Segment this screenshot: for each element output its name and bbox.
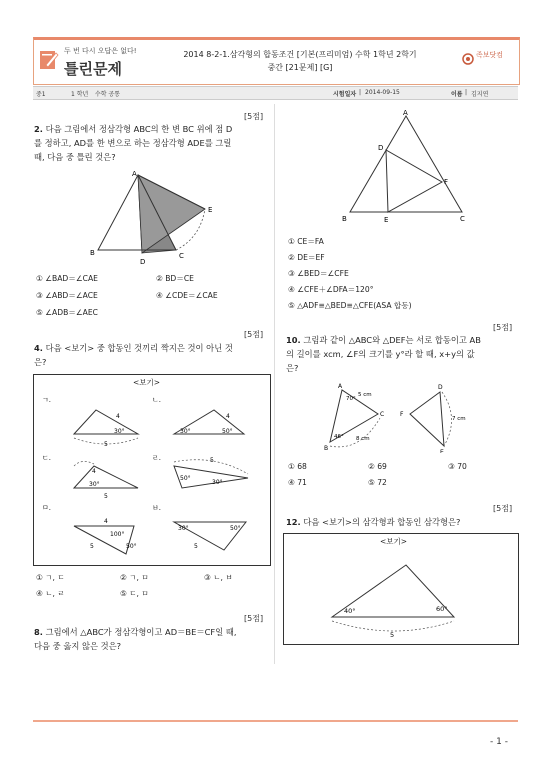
svg-text:46°: 46° <box>334 434 344 440</box>
svg-text:5: 5 <box>194 543 198 550</box>
q12-points: [5점] <box>493 504 513 513</box>
svg-text:5: 5 <box>210 457 214 464</box>
q12-figure <box>284 545 516 641</box>
student-name: 김지연 <box>471 91 489 98</box>
date-label: 시험일자 <box>333 91 357 98</box>
svg-text:4: 4 <box>116 413 120 420</box>
svg-text:30°: 30° <box>178 525 189 532</box>
svg-text:5: 5 <box>104 441 108 448</box>
svg-text:60°: 60° <box>436 605 448 613</box>
q8-option-4[interactable]: ④ ∠CFE＋∠DFA＝120° <box>288 285 374 294</box>
page-number: - 1 - <box>490 737 508 747</box>
svg-text:F: F <box>444 178 449 186</box>
svg-text:D: D <box>378 144 384 152</box>
svg-text:50°: 50° <box>230 525 241 532</box>
svg-text:5: 5 <box>90 543 94 550</box>
q4-item-e: ㅁ. <box>42 504 51 512</box>
svg-text:50°: 50° <box>126 543 137 550</box>
svg-text:A: A <box>338 383 343 390</box>
q4-option-5[interactable]: ⑤ ㄷ, ㅁ <box>120 589 149 598</box>
q10-option-4[interactable]: ④ 71 <box>288 478 307 487</box>
q2-label-e: E <box>208 206 213 214</box>
q10-points: [5점] <box>493 323 513 332</box>
svg-text:E: E <box>384 216 389 224</box>
column-divider <box>274 104 275 664</box>
q8-text: 8. 그림에서 △ABC가 정삼각형이고 AD＝BE＝CF일 때, 다음 중 옳지 않은 것은? <box>34 627 237 651</box>
svg-text:4: 4 <box>226 413 230 420</box>
q8-points: [5점] <box>244 614 264 623</box>
svg-text:B: B <box>342 215 347 223</box>
svg-text:8 cm: 8 cm <box>356 436 370 442</box>
svg-text:4: 4 <box>92 468 96 475</box>
q4-item-b: ㄴ. <box>152 396 161 404</box>
q4-bogi-title: <보기> <box>133 378 161 387</box>
svg-text:4: 4 <box>104 518 108 525</box>
svg-text:C: C <box>460 215 465 223</box>
q8-figure <box>336 108 476 228</box>
subject: 수학 공통 <box>95 91 121 98</box>
q4-text: 4. 다음 <보기> 중 합동인 것끼리 짝지은 것이 아닌 것 은? <box>34 343 233 367</box>
q4-item-f: ㅂ. <box>152 504 161 512</box>
svg-text:50°: 50° <box>180 475 191 482</box>
q4-option-1[interactable]: ① ㄱ, ㄷ <box>36 573 65 582</box>
q2-label-b: B <box>90 249 95 257</box>
q4-item-c: ㄷ. <box>42 454 51 462</box>
q10-text: 10. 그림과 같이 △ABC와 △DEF는 서로 합동이고 AB 의 길이를 xcm, ∠F의 크기를 y°라 할 때, x+y의 값 은? <box>286 335 481 373</box>
svg-text:7 cm: 7 cm <box>452 416 466 422</box>
logo-text: 틀린문제 <box>64 60 122 78</box>
worksheet-subtitle: 중간 [21문제] [G] <box>267 63 333 72</box>
q4-figures <box>34 388 268 563</box>
q4-option-3[interactable]: ③ ㄴ, ㅂ <box>204 573 233 582</box>
info-bar: 중1 1 학년 수학 공통 시험일자 | 2014-09-15 이름 | 김지연 <box>33 86 518 100</box>
svg-text:100°: 100° <box>110 531 125 538</box>
name-label: 이름 <box>451 91 463 98</box>
q12-text: 12. 다음 <보기>의 삼각형과 합동인 삼각형은? <box>286 517 461 527</box>
brand-logo-icon <box>462 50 474 69</box>
q2-label-d: D <box>140 258 146 266</box>
q10-option-2[interactable]: ② 69 <box>368 462 387 471</box>
q2-label-a: A <box>132 170 137 178</box>
svg-text:5 cm: 5 cm <box>358 392 372 398</box>
svg-text:B: B <box>324 445 329 452</box>
q12-bogi-title: <보기> <box>380 537 408 546</box>
q8-option-3[interactable]: ③ ∠BED＝∠CFE <box>288 269 349 278</box>
slogan: 두 번 다시 오답은 없다! <box>64 47 137 55</box>
q2-option-3[interactable]: ③ ∠ABD＝∠ACE <box>36 291 98 300</box>
q8-option-2[interactable]: ② DE＝EF <box>288 253 325 262</box>
svg-text:A: A <box>403 109 408 117</box>
svg-text:5: 5 <box>390 631 395 639</box>
q10-option-1[interactable]: ① 68 <box>288 462 307 471</box>
svg-text:E: E <box>440 449 444 453</box>
term: 1 학년 <box>71 91 89 98</box>
exam-date: 2014-09-15 <box>365 89 400 96</box>
q2-figure <box>80 168 230 268</box>
q2-label-c: C <box>179 252 184 260</box>
q2-option-1[interactable]: ① ∠BAD＝∠CAE <box>36 274 98 283</box>
q4-option-2[interactable]: ② ㄱ, ㅁ <box>120 573 149 582</box>
q4-points: [5점] <box>244 330 264 339</box>
q2-text: 2. 다음 그림에서 정삼각형 ABC의 한 변 BC 위에 점 D 를 정하고, AD를 한 변으로 하는 정삼각형 ADE를 그릴 때, 다음 중 틀린 것은? <box>34 124 233 162</box>
svg-text:30°: 30° <box>212 479 223 486</box>
q4-option-4[interactable]: ④ ㄴ, ㄹ <box>36 589 65 598</box>
worksheet-title: 2014 8-2-1.삼각형의 합동조건 [기본(프리미엄) 수학 1학년 2학기 <box>183 50 417 59</box>
svg-text:50°: 50° <box>222 428 233 435</box>
svg-text:D: D <box>438 384 443 391</box>
grade: 중1 <box>36 91 46 98</box>
footer-line <box>33 720 518 722</box>
q2-points: [5점] <box>244 112 264 121</box>
pencil-note-icon <box>38 48 60 72</box>
q8-option-1[interactable]: ① CE＝FA <box>288 237 324 246</box>
svg-text:40°: 40° <box>344 607 356 615</box>
q2-option-5[interactable]: ⑤ ∠ADB＝∠AEC <box>36 308 98 317</box>
q2-option-4[interactable]: ④ ∠CDE＝∠CAE <box>156 291 218 300</box>
brand-name: 족보닷컴 <box>476 51 504 59</box>
svg-text:5: 5 <box>104 493 108 500</box>
q4-item-a: ㄱ. <box>42 396 51 404</box>
svg-text:30°: 30° <box>180 428 191 435</box>
q10-figure <box>320 378 480 453</box>
q8-option-5[interactable]: ⑤ △ADF≡△BED≡△CFE(ASA 합동) <box>288 301 412 310</box>
q4-item-d: ㄹ. <box>152 454 161 462</box>
q2-option-2[interactable]: ② BD＝CE <box>156 274 194 283</box>
svg-text:70°: 70° <box>346 396 356 402</box>
q10-option-5[interactable]: ⑤ 72 <box>368 478 387 487</box>
svg-text:30°: 30° <box>114 428 125 435</box>
q10-option-3[interactable]: ③ 70 <box>448 462 467 471</box>
svg-text:30°: 30° <box>89 481 100 488</box>
svg-text:C: C <box>380 411 385 418</box>
svg-text:F: F <box>400 411 404 418</box>
